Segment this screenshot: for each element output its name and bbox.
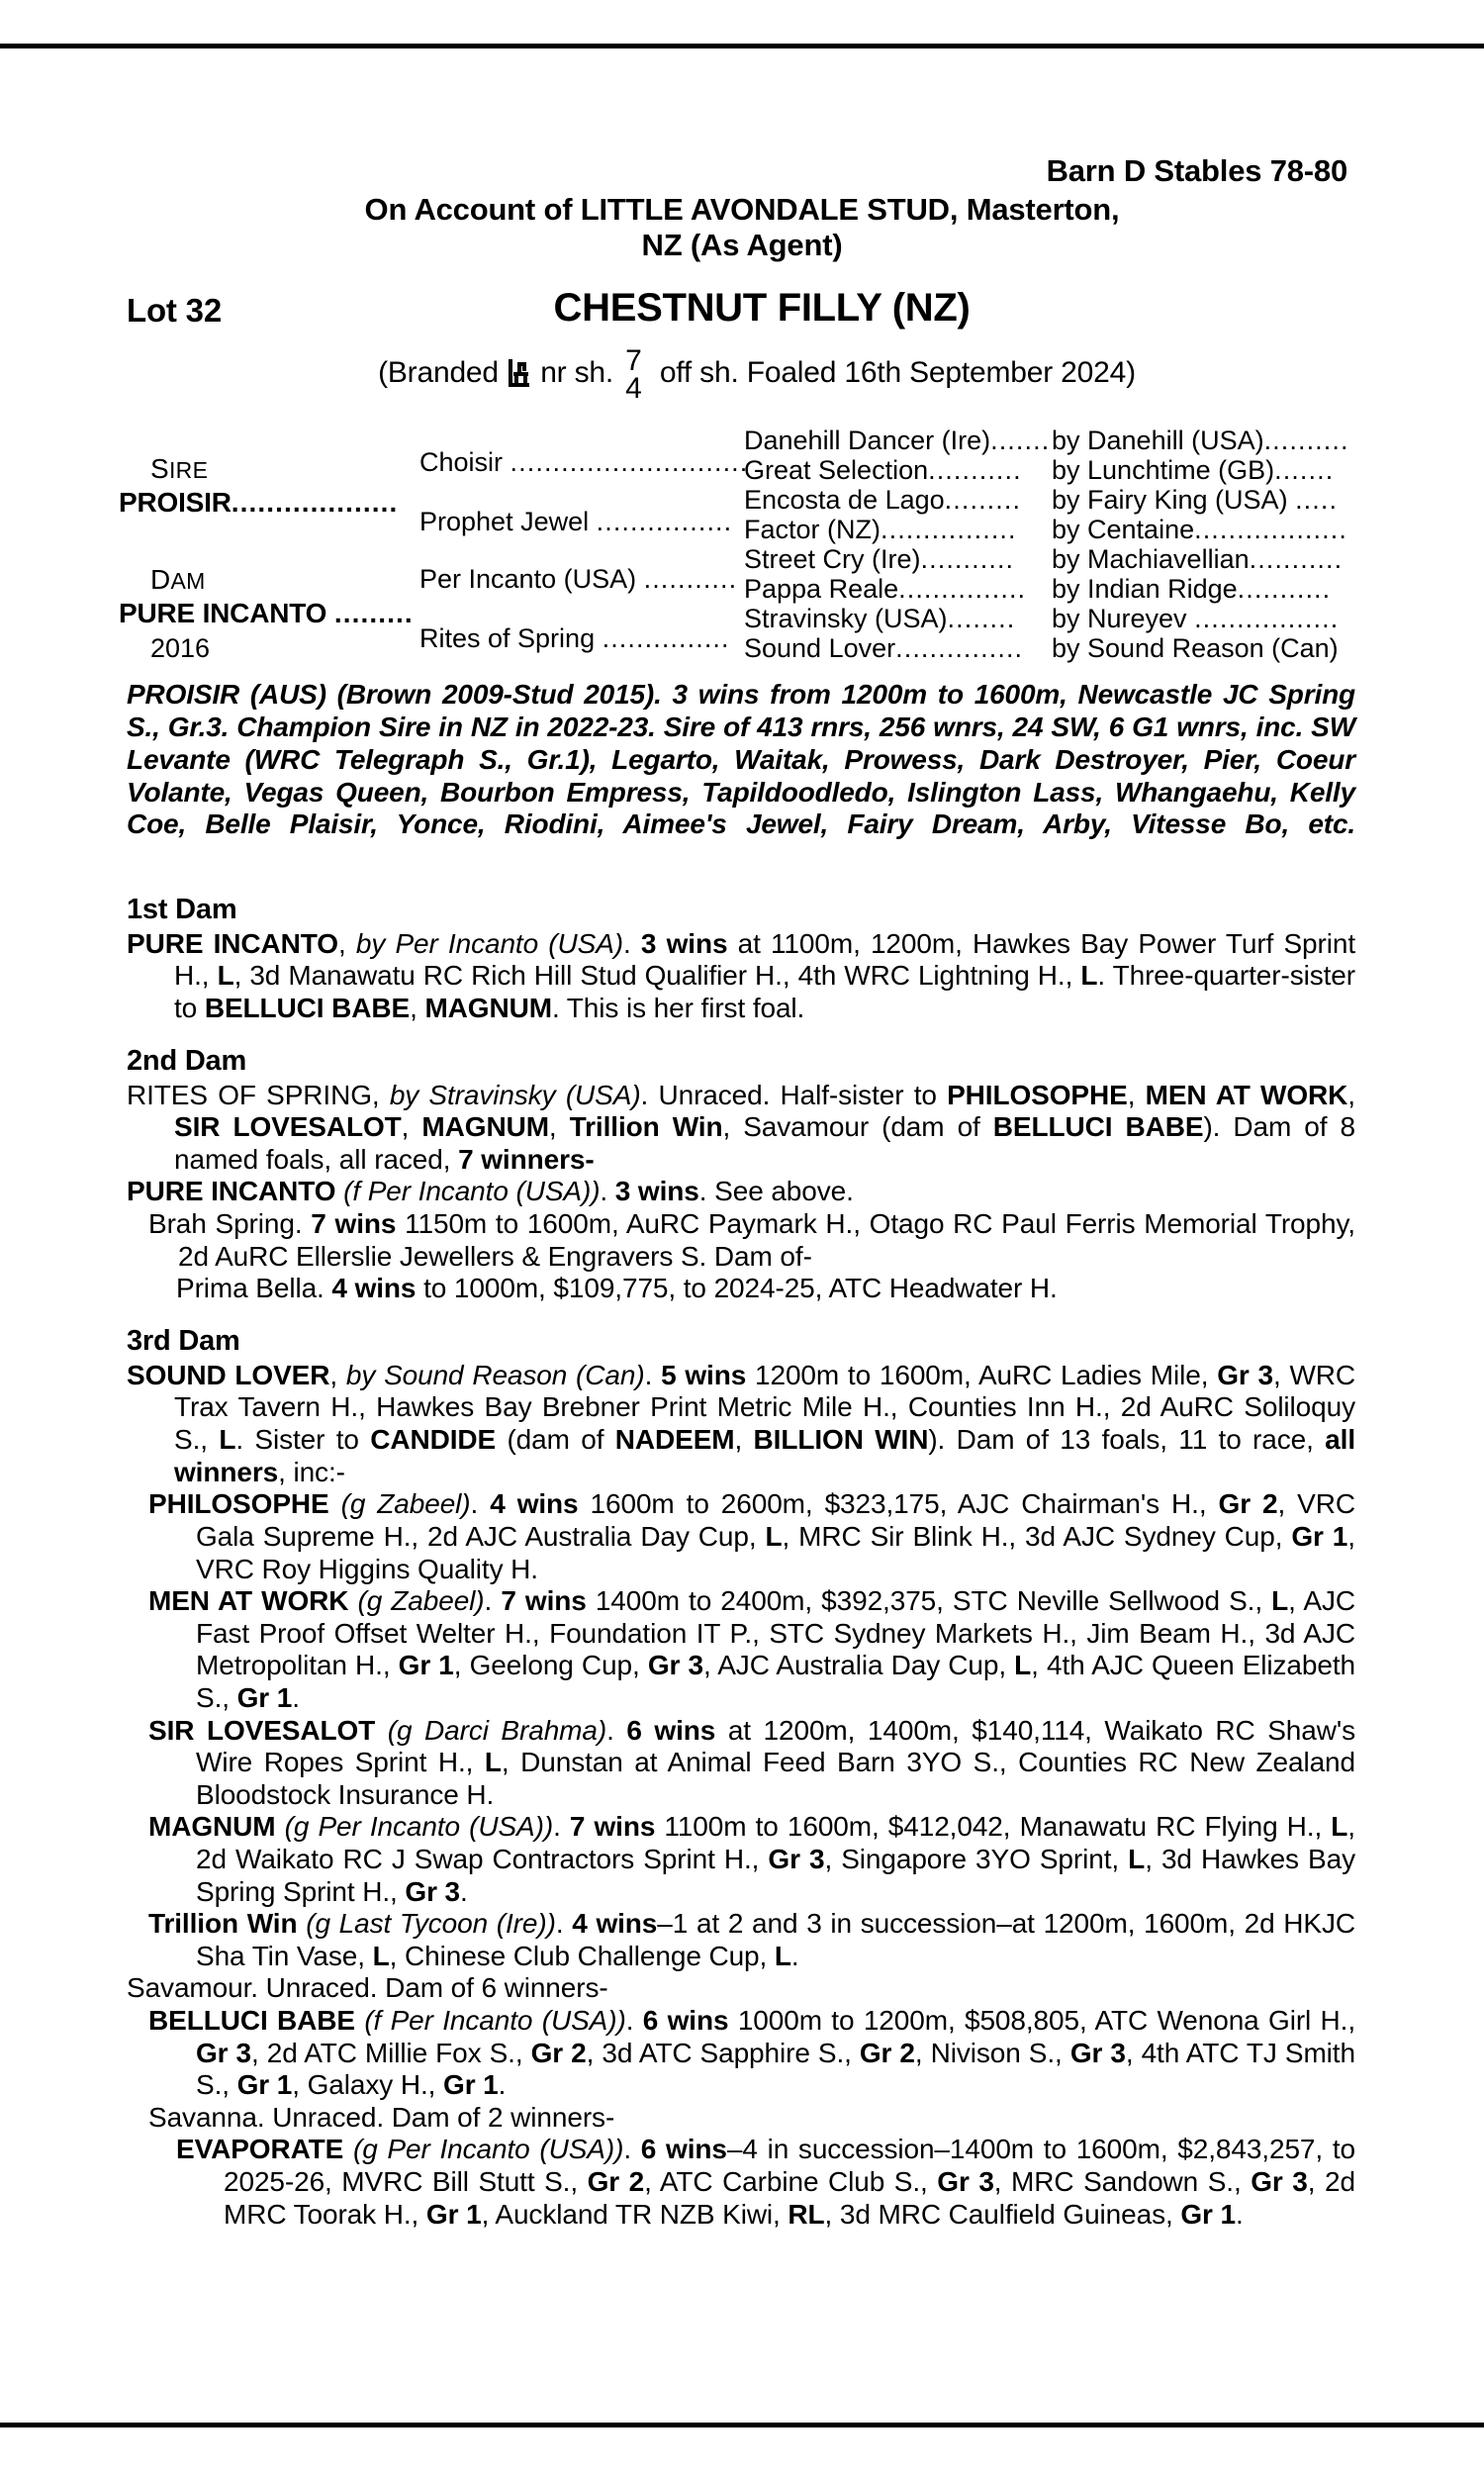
branding-line — [0, 343, 1484, 406]
sire-summary-paragraph: PROISIR (AUS) (Brown 2009-Stud 2015). 3 wins from 1200m to 1600m, Newcastle JC Spring S., Gr.3. Champion Sire in NZ in 2022-23. Sire of 413 rnrs, 256 wnrs, 24 SW, 6 G1 wnrs, inc. SW Levante (WRC Telegraph S., Gr.1), Legarto, Waitak, Prowess, Dark Destroyer, Pier, Coeur Volante, Vegas Queen, Bourbon Empress, Tapildoodledo, Islington Lass, Whangaehu, Kelly Coe, Belle Plaisir, Yonce, Riodini, Aimee's Jewel, Fairy Dream, Arby, Vitesse Bo, etc. — [127, 679, 1355, 840]
list-item: Savamour. Unraced. Dam of 6 winners- — [127, 1972, 608, 2004]
list-item: MEN AT WORK (g Zabeel). 7 wins 1400m to 2400m, $392,375, STC Neville Sellwood S., L, AJC Fast Proof Offset Welter H., Foundation IT P., STC Sydney Markets H., Jim Beam H., 3d AJC Metropolitan H., Gr 1, Geelong Cup, Gr 3, AJC Australia Day Cup, L, 4th AJC Queen Elizabeth S., Gr 1. — [148, 1585, 1355, 1713]
pedigree-gen3-7: Stravinsky (USA)........ — [744, 604, 1016, 634]
lot-title-row — [0, 286, 1484, 335]
pedigree-gen4-1: by Danehill (USA).......... — [1052, 426, 1349, 456]
branded-prefix: (Branded — [378, 355, 499, 389]
dam-year: 2016 — [150, 633, 211, 664]
page-content — [0, 59, 1484, 2231]
second-dam-heading: 2nd Dam — [127, 1044, 247, 1077]
first-dam-heading: 1st Dam — [127, 893, 237, 925]
list-item: EVAPORATE (g Per Incanto (USA)). 6 wins–4 in succession–1400m to 1600m, $2,843,257, to 2025-26, MVRC Bill Stutt S., Gr 2, ATC Carbine Club S., Gr 3, MRC Sandown S., Gr 3, 2d MRC Toorak H., Gr 1, Auckland TR NZB Kiwi, RL, 3d MRC Caulfield Guineas, Gr 1. — [176, 2134, 1355, 2230]
pedigree-table — [0, 426, 1484, 663]
page-title: CHESTNUT FILLY (NZ) — [553, 285, 971, 330]
pedigree-gen4-8: by Sound Reason (Can) — [1052, 633, 1339, 664]
pedigree-gen3-6: Pappa Reale............... — [744, 574, 1027, 605]
pedigree-gen3-5: Street Cry (Ire)........... — [744, 544, 1015, 575]
list-item: PHILOSOPHE (g Zabeel). 4 wins 1600m to 2600m, $323,175, AJC Chairman's H., Gr 2, VRC Gala Supreme H., 2d AJC Australia Day Cup, L, MRC Sir Blink H., 3d AJC Sydney Cup, Gr 1, VRC Roy Higgins Quality H. — [148, 1488, 1355, 1584]
first-dam-section — [0, 894, 1484, 1025]
pedigree-gen3-8: Sound Lover............... — [744, 633, 1024, 664]
dam-label: DAM — [150, 564, 206, 596]
pedigree-gen4-2: by Lunchtime (GB)....... — [1052, 455, 1335, 486]
list-item: Trillion Win (g Last Tycoon (Ire)). 4 wins–1 at 2 and 3 in succession–at 1200m, 1600m, 2d HKJC Sha Tin Vase, L, Chinese Club Challenge Cup, L. — [148, 1908, 1356, 1971]
stud-brand-icon — [508, 359, 529, 389]
first-dam-entry: PURE INCANTO, by Per Incanto (USA). 3 wins at 1100m, 1200m, Hawkes Bay Power Turf Sprint H., L, 3d Manawatu RC Rich Hill Stud Qualifier H., 4th WRC Lightning H., L. Three-quarter-sister to BELLUCI BABE, MAGNUM. This is her first foal. — [127, 927, 1355, 1023]
barn-stables-label: Barn D Stables 78-80 — [1046, 153, 1347, 188]
third-dam-section — [0, 1325, 1484, 2231]
list-item: RITES OF SPRING, by Stravinsky (USA). Unraced. Half-sister to PHILOSOPHE, MEN AT WORK, SIR LOVESALOT, MAGNUM, Trillion Win, Savamour (dam of BELLUCI BABE). Dam of 8 named foals, all raced, 7 winners- — [127, 1079, 1355, 1175]
branded-near-shoulder: nr sh. — [540, 355, 614, 389]
sire-label: SIRE — [150, 453, 209, 485]
second-dam-section — [0, 1045, 1484, 1305]
pedigree-gen4-3: by Fairy King (USA) ..... — [1052, 485, 1339, 516]
pedigree-gen4-6: by Indian Ridge........... — [1052, 574, 1332, 605]
brand-denominator: 4 — [625, 372, 642, 406]
pedigree-gen2-4: Rites of Spring ............... — [419, 623, 730, 654]
list-item: SIR LOVESALOT (g Darci Brahma). 6 wins at 1200m, 1400m, $140,114, Waikato RC Shaw's Wire Ropes Sprint H., L, Dunstan at Animal Feed Barn 3YO S., Counties RC New Zealand Bloodstock Insurance H. — [148, 1714, 1356, 1810]
pedigree-gen4-4: by Centaine.................. — [1052, 515, 1347, 545]
list-item: MAGNUM (g Per Incanto (USA)). 7 wins 1100m to 1600m, $412,042, Manawatu RC Flying H., L, 2d Waikato RC J Swap Contractors Sprint H., Gr 3, Singapore 3YO Sprint, L, 3d Hawkes Bay Spring Sprint H., Gr 3. — [148, 1811, 1355, 1907]
sire-name: PROISIR................... — [119, 487, 399, 519]
pedigree-gen2-2: Prophet Jewel ................ — [419, 507, 733, 537]
list-item: Brah Spring. 7 wins 1150m to 1600m, AuRC Paymark H., Otago RC Paul Ferris Memorial Trophy, 2d AuRC Ellerslie Jewellers & Engravers S. Dam of- — [148, 1208, 1355, 1272]
page-top-rule — [0, 44, 1484, 48]
pedigree-gen4-7: by Nureyev ................. — [1052, 604, 1340, 634]
branded-suffix: off sh. Foaled 16th September 2024) — [659, 355, 1136, 389]
page-bottom-rule — [0, 2423, 1484, 2427]
pedigree-gen4-5: by Machiavellian........... — [1052, 544, 1344, 575]
dam-name: PURE INCANTO ......... — [119, 598, 414, 629]
brand-numerator: 7 — [625, 343, 642, 377]
vendor-line-2: NZ (As Agent) — [641, 228, 843, 263]
pedigree-gen2-3: Per Incanto (USA) ........... — [419, 564, 738, 595]
vendor-line-1: On Account of LITTLE AVONDALE STUD, Masterton, — [364, 191, 1120, 227]
pedigree-gen3-4: Factor (NZ)................ — [744, 515, 1017, 545]
pedigree-gen3-2: Great Selection........... — [744, 455, 1022, 486]
third-dam-heading: 3rd Dam — [127, 1324, 240, 1357]
lot-number: Lot 32 — [127, 291, 222, 329]
list-item: SOUND LOVER, by Sound Reason (Can). 5 wins 1200m to 1600m, AuRC Ladies Mile, Gr 3, WRC Trax Tavern H., Hawkes Bay Brebner Print Metric Mile H., Counties Inn H., 2d AuRC Soliloquy S., L. Sister to CANDIDE (dam of NADEEM, BILLION WIN). Dam of 13 foals, 11 to race, all winners, inc:- — [127, 1359, 1356, 1487]
pedigree-gen3-3: Encosta de Lago......... — [744, 485, 1022, 516]
vendor-account-block — [0, 192, 1484, 264]
brand-number-fraction — [625, 343, 642, 406]
list-item: Prima Bella. 4 wins to 1000m, $109,775, to 2024-25, ATC Headwater H. — [176, 1273, 1058, 1304]
list-item: BELLUCI BABE (f Per Incanto (USA)). 6 wins 1000m to 1200m, $508,805, ATC Wenona Girl H., Gr 3, 2d ATC Millie Fox S., Gr 2, 3d ATC Sapphire S., Gr 2, Nivison S., Gr 3, 4th ATC TJ Smith S., Gr 1, Galaxy H., Gr 1. — [148, 2005, 1356, 2101]
pedigree-gen3-1: Danehill Dancer (Ire)....... — [744, 426, 1051, 456]
list-item: Savanna. Unraced. Dam of 2 winners- — [148, 2101, 615, 2133]
list-item: PURE INCANTO (f Per Incanto (USA)). 3 wins. See above. — [127, 1176, 854, 1207]
pedigree-gen2-1: Choisir ............................ — [419, 447, 749, 478]
